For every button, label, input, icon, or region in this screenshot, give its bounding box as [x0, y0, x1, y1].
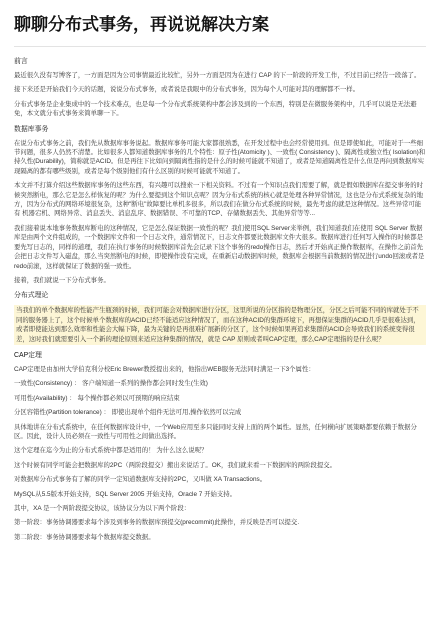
- paragraph: 在说分布式事务之前，我们先从数据库事务说起。数据库事务可能大家都很熟悉，在开发过程中也会经常使用到。但是即使如此，可能对于一些细节问题，很多人仍然不清楚。比如很多人都知道数据库事务的几个特性：原子性(Atomicity )、一致性( Consistency )、隔离性或独立性( Isolation)和持久性(Durabilily)，简称就是ACID。但是再往下比如问到隔离性指的是什么的时候可能就不知道了，或者是知道隔离性是什么但是再问到数据库实现隔离的都有哪些级别，或者是每个级别他们有什么区别的时候可能就不知道了。: [14, 139, 426, 175]
- article-body: [14, 57, 426, 542]
- paragraph: 我们接着说本地事务数据库断电的这种情况，它是怎么保证数据一致性的呢？我们使用SQL Server来举例，我们知道我们在使用 SQL Server 数据库是由两个文件组成的，一个数据库文件和一个日志文件，通常情况下，日志文件都要比数据库文件大很多。数据库进行任何写入操作的时候都是要先写日志的，同样的道理，我们在执行事务的时候数据库首先会记录下这个事务的redo操作日志，然后才开始真正操作数据库，在操作之前首先会把日志文件写入磁盘，那么当突然断电的时候，即使操作没有完成，在重新启动数据库时候，数据库会根据当前数据的情况进行undo回滚或者是redo前滚，这样就保证了数据的强一致性。: [14, 224, 425, 270]
- paragraph: 具体地讲在分布式系统中，在任何数据库设计中，一个Web应用至多只能同时支持上面的两个属性。显然，任何横向扩展策略都要依赖于数据分区。因此，设计人员必须在一致性与可用性之间做出选择。: [14, 423, 417, 440]
- title-divider: [14, 46, 426, 47]
- paragraph: 可用性(Availability) ： 每个操作都必须以可预期的响应结束: [14, 394, 180, 402]
- paragraph: 分布式事务是企业集成中的一个技术难点，也是每一个分布式系统架构中都会涉及到的一个东西，特别是在微服务架构中，几乎可以说是无法避免，本文就分布式事务来简单聊一下。: [14, 100, 417, 118]
- paragraph: 最近很久没有写博客了，一方面是因为公司事情最近比较忙，另外一方面是因为在进行 CAP 的下一阶段的开发工作，不过目前已经告一段落了。: [14, 72, 421, 79]
- paragraph: 一致性(Consistency) ： 客户端知道一系列的操作都会同时发生(生效): [14, 380, 208, 388]
- highlighted-paragraph: 当我们的单个数据库的性能产生瓶颈的时候，我们可能会对数据库进行分区，这里所说的分区指的是物理分区，分区之后可能不同的库就处于不同的服务器上了，这个时候单个数据库的ACID已经不能适应这种情况了，而在这种ACID的集群环境下，再想保证集群的ACID几乎是很难达到，或者即使能达到那么效率和性能会大幅下降，最为关键的是再很难扩展新的分区了，这个时候如果再追求集群的ACID会导致我们的系统变得很差，这时我们就需要引入一个新的理论原则来适应这种集群的情况，就是 CAP 原则或者叫CAP定理，那么CAP定理指的是什么呢？: [14, 305, 426, 345]
- paragraph: 本文并不打算介绍这些数据库事务的这些东西，有兴趣可以搜索一下相关资料。不过有一个知识点我们需要了解，就是假如数据库在提交事务的时候突然断电，那么它是怎么样恢复的呢？为什么要提到这个知识点呢？因为分布式系统的核心就是处理各种异常情况，这也是分布式系统复杂的地方，因为分布式的网络环境很复杂，这种"断电"故障要比单机多很多，所以我们在做分布式系统的时候，最先考虑的就是这种情况。这些异常可能有 机器宕机、网络异常、消息丢失、消息乱序、数据错误、不可靠的TCP、存储数据丢失、其他异常等等...: [14, 182, 423, 218]
- paragraph: 对数据库分布式事务有了解的同学一定知道数据库支持的2PC，又叫做 XA Transactions。: [14, 476, 267, 484]
- paragraph: 分区容错性(Partition tolerance) ： 即使出现单个组件无法可用,操作依然可以完成: [14, 409, 242, 417]
- paragraph: CAP定理是由加州大学伯克利分校Eric Brewer教授提出来的，他指出WEB服务无法同时满足一下3个属性：: [14, 365, 315, 373]
- paragraph: 接着，我们就说一下分布式事务。: [14, 276, 110, 284]
- paragraph: 这个时候有同学可能会把数据库的2PC（两阶段提交）搬出来说话了。OK，我们就来看一下数据库的两阶段提交。: [14, 461, 337, 469]
- section-heading: 分布式理论: [14, 292, 49, 300]
- section-heading: 前言: [14, 58, 28, 65]
- paragraph: 其中，XA 是一个两阶段提交协议，该协议分为以下两个阶段：: [14, 505, 191, 512]
- paragraph: 这个定理在迄今为止的分布式系统中都是适用的！ 为什么这么说呢？: [14, 447, 208, 455]
- paragraph: 第一阶段：事务协调器要求每个涉及到事务的数据库预提交(precommit)此操作，并反映是否可以提交.: [14, 519, 300, 527]
- section-heading: 数据库事务: [14, 125, 49, 133]
- page-title: 聊聊分布式事务，再说说解决方案: [14, 15, 269, 34]
- section-heading: CAP定理: [14, 351, 42, 359]
- paragraph: 接下来还是开始我们今天的话题，说说分布式事务，或者说是我眼中的分布式事务，因为每个人可能对其的理解都不一样。: [14, 86, 360, 94]
- paragraph: MySQL从5.5版本开始支持，SQL Server 2005 开始支持，Oracle 7 开始支持。: [14, 490, 237, 498]
- paragraph: 第二阶段：事务协调器要求每个数据库提交数据。: [14, 533, 155, 541]
